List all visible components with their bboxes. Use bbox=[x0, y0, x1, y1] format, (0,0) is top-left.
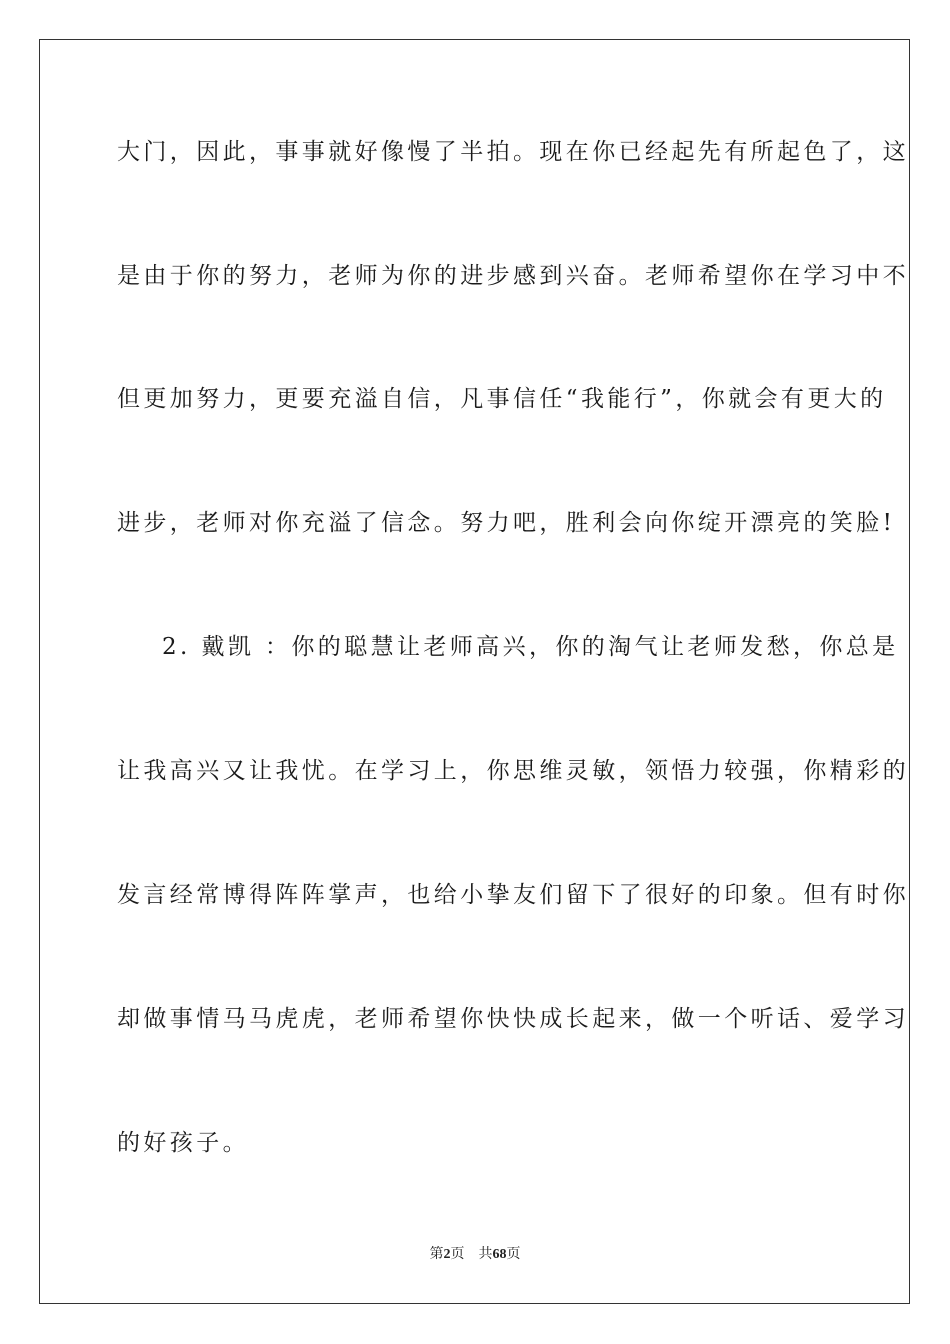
body-line-7: 发言经常博得阵阵掌声，也给小挚友们留下了很好的印象。但有时你 bbox=[117, 882, 909, 908]
page-footer bbox=[0, 1246, 950, 1264]
body-line-1: 大门，因此，事事就好像慢了半拍。现在你已经起先有所起色了，这 bbox=[117, 139, 909, 165]
body-line-3: 但更加努力，更要充溢自信，凡事信任“我能行”，你就会有更大的 bbox=[117, 386, 887, 412]
page-frame bbox=[39, 39, 910, 1304]
body-line-2: 是由于你的努力，老师为你的进步感到兴奋。老师希望你在学习中不 bbox=[117, 263, 909, 289]
footer-page-suffix: 页 bbox=[450, 1247, 465, 1262]
footer-total-suffix: 页 bbox=[506, 1247, 521, 1262]
footer-page-number: 2 bbox=[443, 1247, 451, 1262]
body-line-8: 却做事情马马虎虎，老师希望你快快成长起来，做一个听话、爱学习 bbox=[117, 1006, 909, 1032]
footer-total-pages: 68 bbox=[492, 1247, 507, 1262]
body-line-9: 的好孩子。 bbox=[117, 1130, 249, 1156]
footer-page-prefix: 第 bbox=[429, 1247, 444, 1262]
body-line-5-item-2: 2. 戴凯 ：你的聪慧让老师高兴，你的淘气让老师发愁，你总是 bbox=[162, 634, 899, 660]
footer-total-prefix: 共 bbox=[478, 1247, 493, 1262]
body-line-4: 进步，老师对你充溢了信念。努力吧，胜利会向你绽开漂亮的笑脸! bbox=[117, 510, 896, 536]
body-line-6: 让我高兴又让我忧。在学习上，你思维灵敏，领悟力较强，你精彩的 bbox=[117, 758, 909, 784]
